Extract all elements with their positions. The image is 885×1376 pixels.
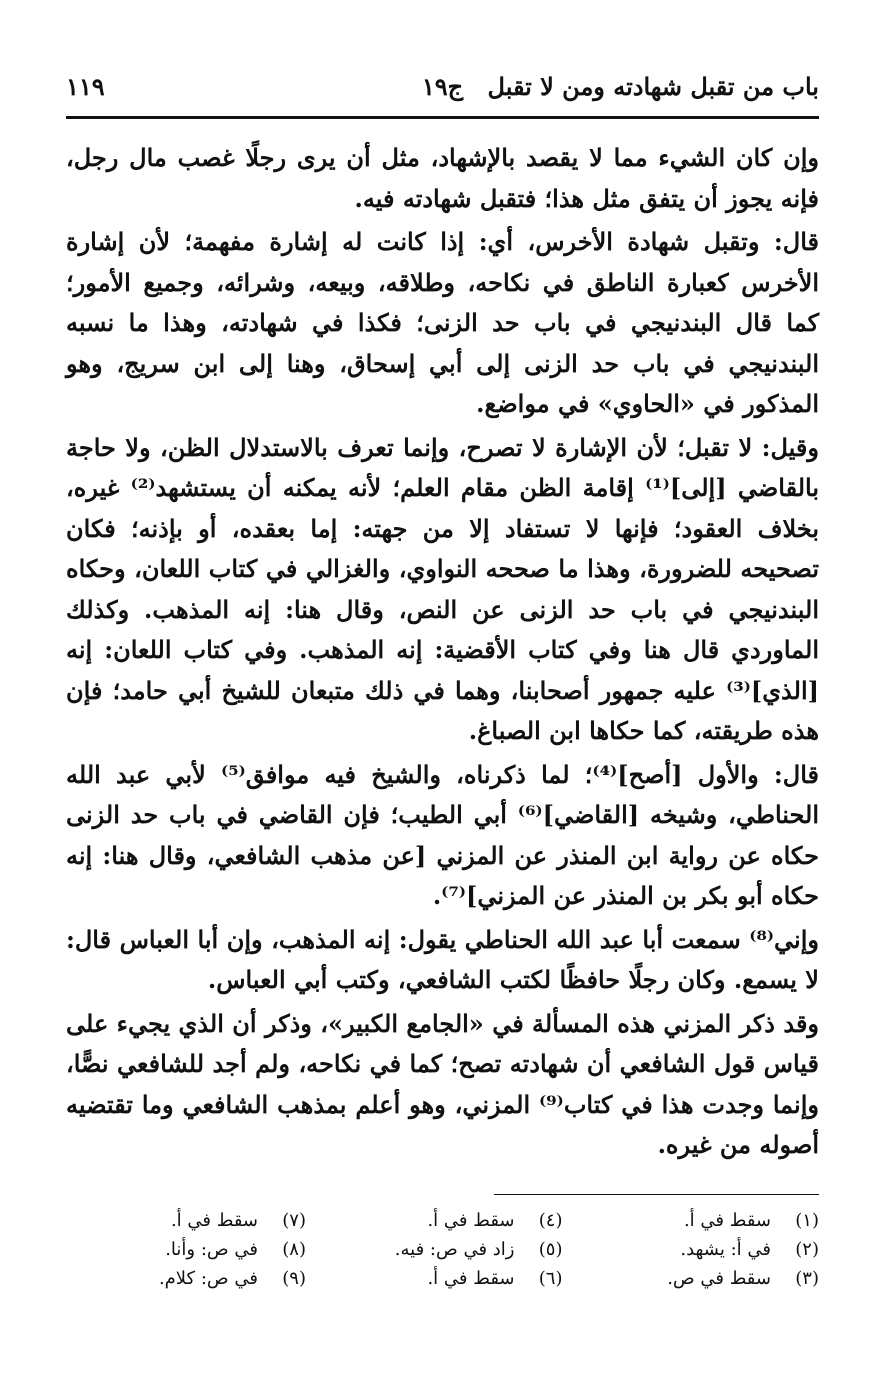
footnote-number: (٩) — [282, 1268, 306, 1289]
paragraph-text: وقد ذكر المزني هذه المسألة في «الجامع الكبير»، وذكر أن الذي يجيء على قياس قول الشافعي أن شهادته تصح؛ كما في نكاحه، ولم أجد للشافعي نصًّا، وإنما وجدت هذا في كتاب⁽⁹⁾ المزني، وهو أعلم بمذهب الشافعي وما تقتضيه أصوله من غيره. — [66, 1008, 819, 1159]
footnote — [579, 1235, 819, 1264]
header-rule — [66, 116, 819, 119]
paragraph-text: قال: وتقبل شهادة الأخرس، أي: إذا كانت له إشارة مفهمة؛ لأن إشارة الأخرس كعبارة الناطق في نكاحه، وطلاقه، وبيعه، وشرائه، وجميع الأمور؛ كما قال البندنيجي في باب حد الزنى؛ فكذا في شهادته، وهذا ما نسبه البندنيجي في باب حد الزنى إلى أبي إسحاق، وهنا إلى ابن سريج، وهو المذكور في «الحاوي» في مواضع. — [66, 227, 819, 418]
footnote-number: (٥) — [538, 1239, 563, 1260]
footnote-column — [579, 1206, 819, 1293]
footnote — [66, 1206, 306, 1235]
footnote-text: زاد في ص: فيه. — [394, 1239, 515, 1260]
main-text — [66, 138, 819, 1169]
footnote-number: (٦) — [538, 1268, 563, 1289]
footnote-rule — [494, 1194, 819, 1195]
footnotes — [66, 1206, 819, 1293]
footnote-text: في ص: وأنا. — [165, 1239, 258, 1260]
footnote — [579, 1264, 819, 1293]
volume-label: ج١٩ — [421, 72, 464, 101]
paragraph-text: وإني⁽⁸⁾ سمعت أبا عبد الله الحناطي يقول: إنه المذهب، وإن أبا العباس قال: لا يسمع. وكان رجلًا حافظًا لكتب الشافعي، وكتب أبي العباس. — [66, 924, 819, 994]
footnote — [579, 1206, 819, 1235]
footnote-number: (٢) — [795, 1239, 819, 1260]
footnote-number: (١) — [795, 1210, 819, 1231]
paragraph — [66, 428, 819, 752]
footnote — [66, 1264, 306, 1293]
paragraph — [66, 1004, 819, 1166]
footnote-text: سقط في أ. — [683, 1210, 771, 1231]
footnote — [323, 1264, 563, 1293]
footnote — [323, 1235, 563, 1264]
page-number: ١١٩ — [66, 72, 105, 101]
paragraph — [66, 920, 819, 1001]
footnote-text: سقط في أ. — [427, 1210, 515, 1231]
footnote-number: (٨) — [282, 1239, 306, 1260]
footnote-text: في أ: يشهد. — [680, 1239, 771, 1260]
paragraph — [66, 222, 819, 425]
paragraph-text: وقيل: لا تقبل؛ لأن الإشارة لا تصرح، وإنما تعرف بالاستدلال الظن، ولا حاجة بالقاضي [إلى]⁽¹⁾ إقامة الظن مقام العلم؛ لأنه يمكنه أن يستشهد⁽²⁾ غيره، بخلاف العقود؛ فإنها لا تستفاد إلا من جهته: إما بعقده، أو بإذنه؛ فكان تصحيحه للضرورة، وهذا ما صححه النواوي، والغزالي في كتاب اللعان، وحكاه البندنيجي في باب حد الزنى عن النص، وقال هنا: إنه المذهب. وكذلك الماوردي قال هنا وفي كتاب الأقضية: إنه المذهب. وفي كتاب اللعان: إنه [الذي]⁽³⁾ عليه جمهور أصحابنا، وهما في ذلك متبعان للشيخ أبي حامد؛ فإن هذه طريقته، كما حكاها ابن الصباغ. — [66, 432, 820, 745]
paragraph-text: وإن كان الشيء مما لا يقصد بالإشهاد، مثل أن يرى رجلًا غصب مال رجل، فإنه يجوز أن يتفق مثل هذا؛ فتقبل شهادته فيه. — [66, 143, 819, 213]
footnote-number: (٤) — [538, 1210, 563, 1231]
footnote-number: (٧) — [282, 1210, 306, 1231]
paragraph — [66, 138, 819, 219]
footnote-number: (٣) — [795, 1268, 819, 1289]
footnote-text: سقط في أ. — [170, 1210, 258, 1231]
footnote — [323, 1206, 563, 1235]
footnote-column — [66, 1206, 306, 1293]
footnote — [66, 1235, 306, 1264]
footnote-text: في ص: كلام. — [158, 1268, 258, 1289]
footnote-text: سقط في ص. — [667, 1268, 771, 1289]
running-header — [66, 72, 819, 108]
footnote-column — [323, 1206, 563, 1293]
footnote-text: سقط في أ. — [427, 1268, 515, 1289]
chapter-title: باب من تقبل شهادته ومن لا تقبل — [487, 72, 819, 101]
paragraph-text: قال: والأول [أصح]⁽⁴⁾؛ لما ذكرناه، والشيخ فيه موافق⁽⁵⁾ لأبي عبد الله الحناطي، وشيخه [القاضي]⁽⁶⁾ أبي الطيب؛ فإن القاضي في باب حد الزنى حكاه عن رواية ابن المنذر عن المزني [عن مذهب الشافعي، وقال هنا: إنه حكاه أبو بكر بن المنذر عن المزني]⁽⁷⁾. — [66, 759, 820, 910]
paragraph — [66, 755, 819, 917]
